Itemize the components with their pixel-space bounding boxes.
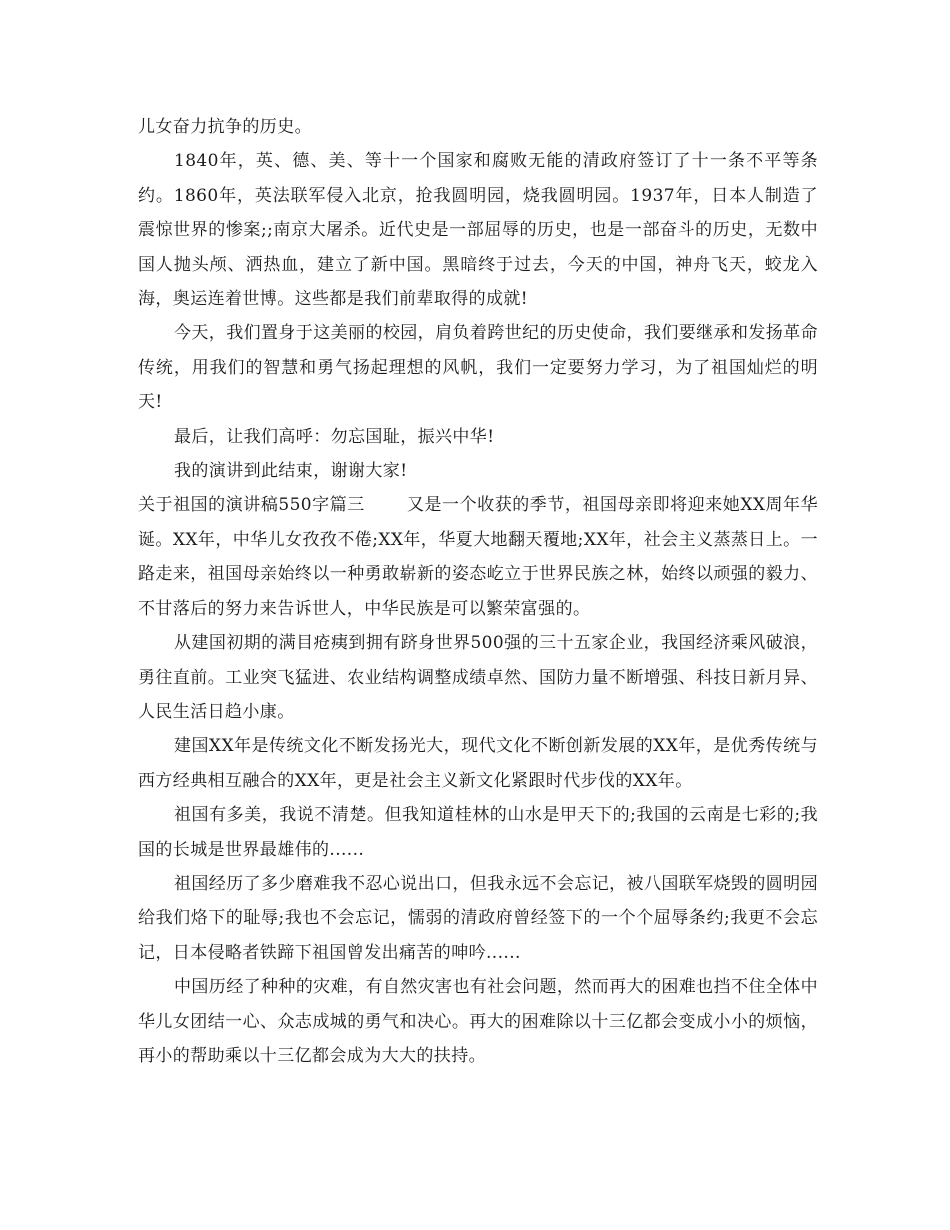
section-heading: 关于祖国的演讲稿550字篇三 bbox=[138, 495, 365, 516]
section-paragraph-1: 从建国初期的满目疮痍到拥有跻身世界500强的三十五家企业，我国经济乘风破浪，勇往直前。工业突飞猛进、农业结构调整成绩卓然、国防力量不断增强、科技日新月异、人民生活日趋小康。 bbox=[138, 633, 818, 722]
paragraph-5: 我的演讲到此结束，谢谢大家! bbox=[174, 461, 408, 482]
section-paragraph-4: 祖国经历了多少磨难我不忍心说出口，但我永远不会忘记，被八国联军烧毁的圆明园给我们烙下的耻辱;我也不会忘记，懦弱的清政府曾经签下的一个个屈辱条约;我更不会忘记，日本侵略者铁蹄下祖国曾发出痛苦的呻吟...... bbox=[138, 873, 818, 963]
section-first-paragraph: 又是一个收获的季节，祖国母亲即将迎来她XX周年华诞。XX年，中华儿女孜孜不倦;XX年，华夏大地翻天覆地;XX年，社会主义蒸蒸日上。一路走来，祖国母亲始终以一种勇敢崭新的姿态屹立于世界民族之林，始终以顽强的毅力、不甘落后的努力来告诉世人，中华民族是可以繁荣富强的。 bbox=[138, 495, 818, 619]
paragraph-1: 儿女奋力抗争的历史。 bbox=[138, 117, 312, 137]
section-paragraph-2: 建国XX年是传统文化不断发扬光大，现代文化不断创新发展的XX年，是优秀传统与西方经典相互融合的XX年，更是社会主义新文化紧跟时代步伐的XX年。 bbox=[138, 736, 818, 791]
document-page bbox=[138, 110, 818, 1073]
paragraph-4: 最后，让我们高呼：勿忘国耻，振兴中华! bbox=[174, 426, 495, 447]
section-paragraph-5: 中国历经了种种的灾难，有自然灾害也有社会问题，然而再大的困难也挡不住全体中华儿女团结一心、众志成城的勇气和决心。再大的困难除以十三亿都会变成小小的烦恼，再小的帮助乘以十三亿都会成为大大的扶持。 bbox=[138, 977, 818, 1066]
paragraph-2: 1840年，英、德、美、等十一个国家和腐败无能的清政府签订了十一条不平等条约。1860年，英法联军侵入北京，抢我圆明园，烧我圆明园。1937年，日本人制造了震惊世界的惨案;;南京大屠杀。近代史是一部屈辱的历史，也是一部奋斗的历史，无数中国人抛头颅、洒热血，建立了新中国。黑暗终于过去，今天的中国，神舟飞天，蛟龙入海，奥运连着世博。这些都是我们前辈取得的成就! bbox=[138, 151, 818, 310]
section-paragraph-3: 祖国有多美，我说不清楚。但我知道桂林的山水是甲天下的;我国的云南是七彩的;我国的长城是世界最雄伟的...... bbox=[138, 805, 818, 860]
paragraph-3: 今天，我们置身于这美丽的校园，肩负着跨世纪的历史使命，我们要继承和发扬革命传统，用我们的智慧和勇气扬起理想的风帆，我们一定要努力学习，为了祖国灿烂的明天! bbox=[138, 323, 818, 413]
section-heading-paragraph bbox=[138, 488, 818, 626]
